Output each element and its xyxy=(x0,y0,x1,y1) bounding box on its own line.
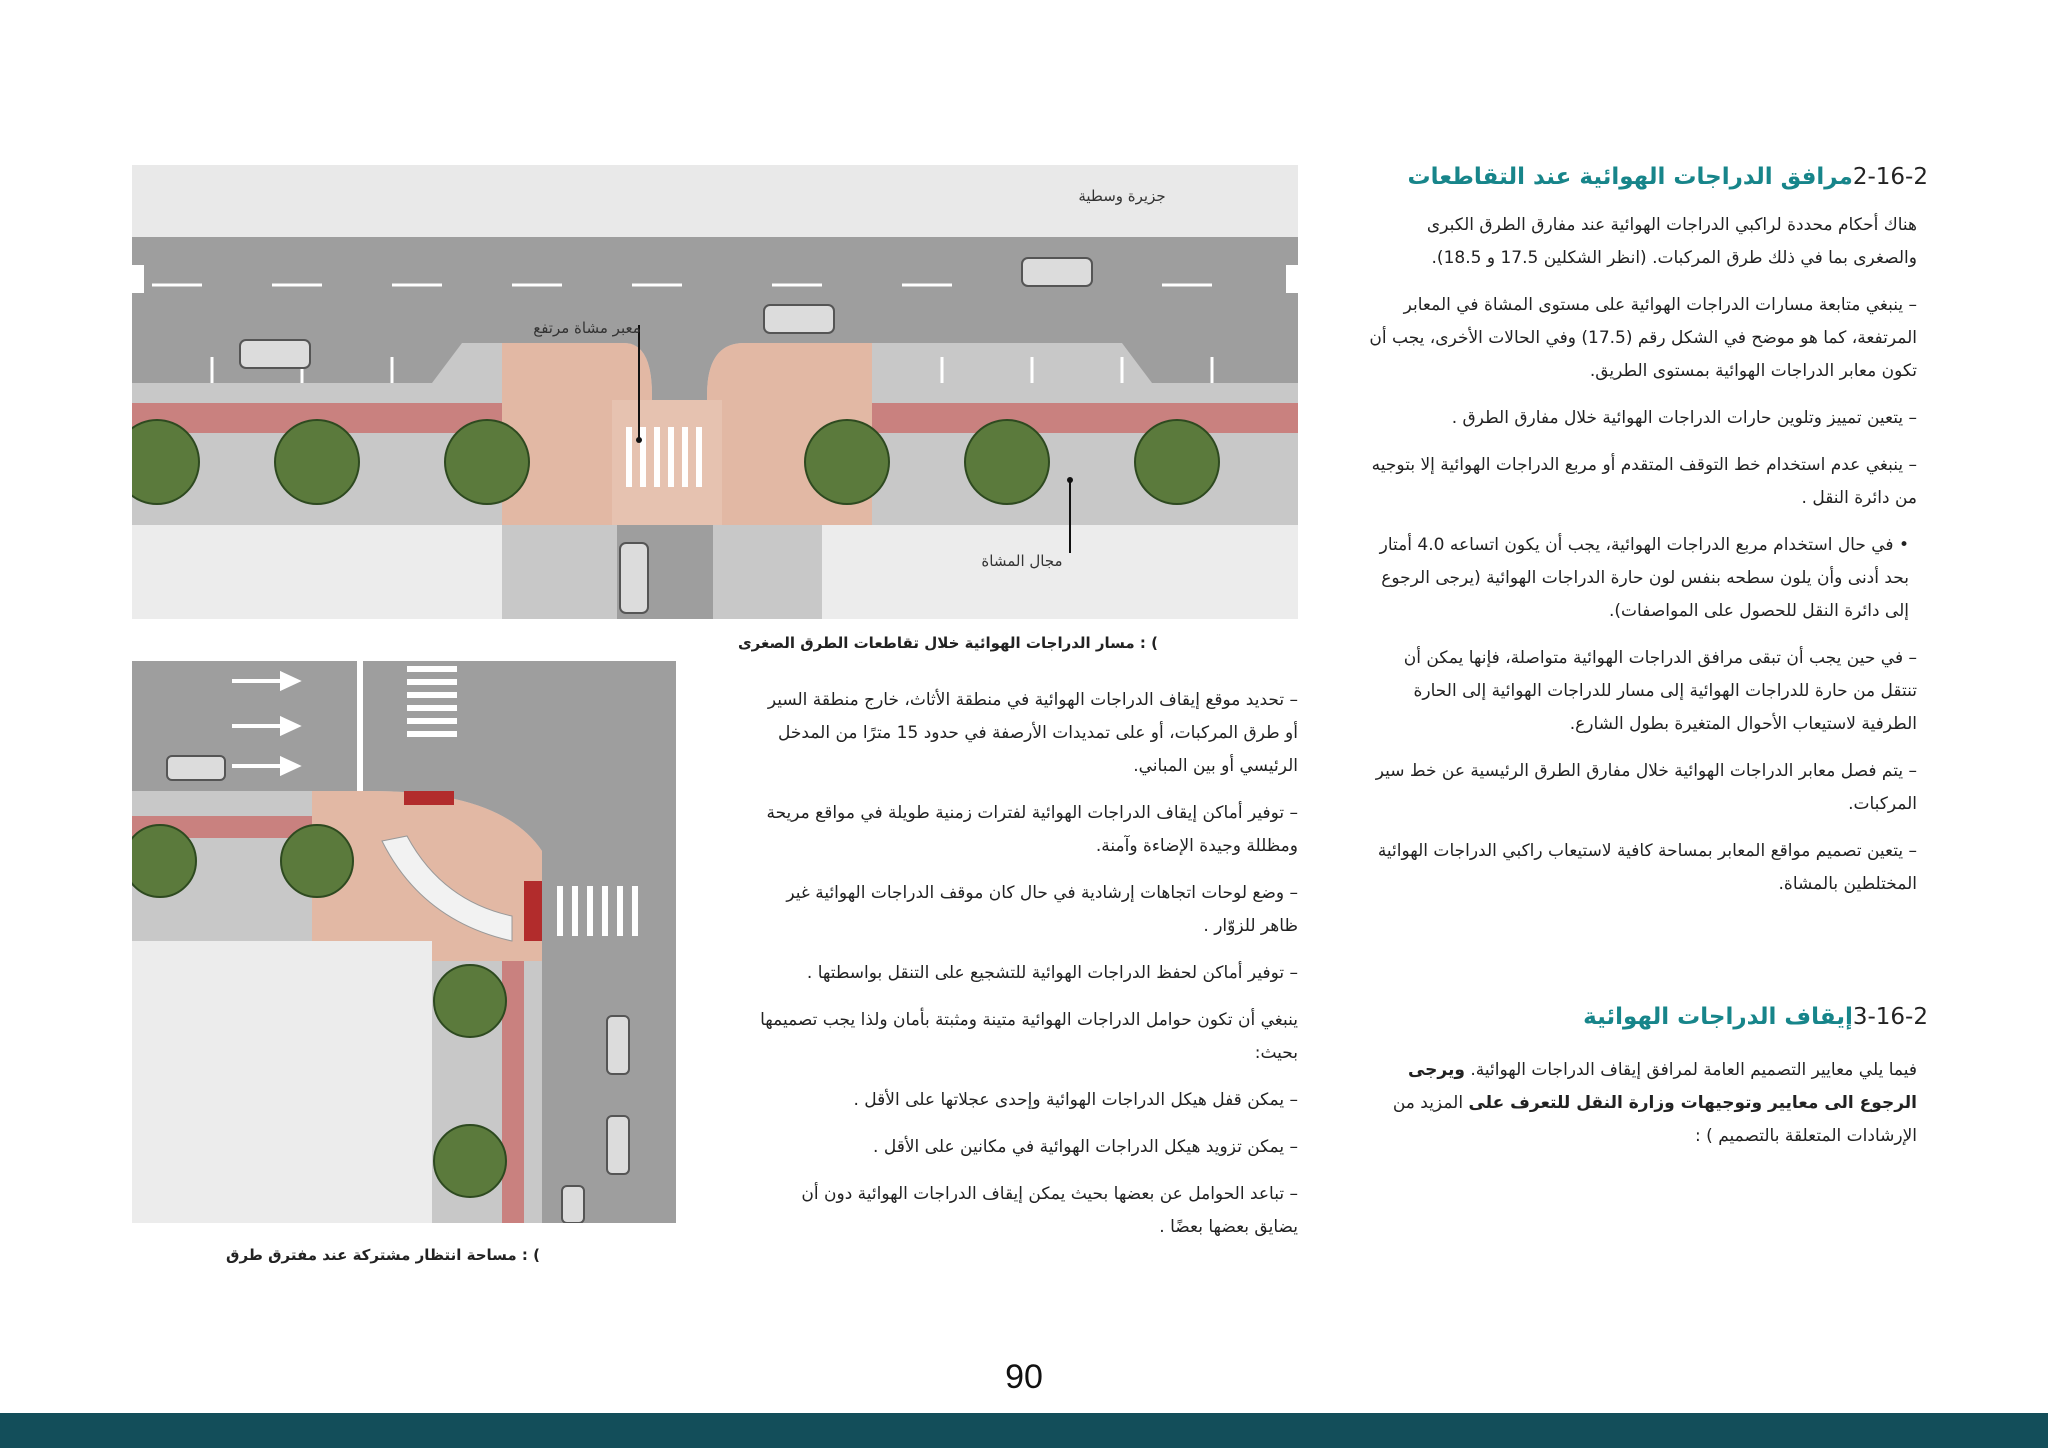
section-number: 2-16-2 xyxy=(1852,164,1928,190)
list-item: – توفير أماكن إيقاف الدراجات الهوائية لفترات زمنية طويلة في مواقع مريحة ومظللة وجيدة الإضاءة وآمنة. xyxy=(766,803,1298,856)
label-median: جزيرة وسطية xyxy=(1078,187,1166,205)
list-item: – ينبغي عدم استخدام خط التوقف المتقدم أو مربع الدراجات الهوائية إلا بتوجيه من دائرة النقل . xyxy=(1371,455,1917,508)
list-item: – يمكن قفل هيكل الدراجات الهوائية وإحدى عجلاتها على الأقل . xyxy=(853,1090,1298,1110)
figure-shared-waiting-area xyxy=(132,661,676,1223)
section-2-16-2-body xyxy=(1365,209,1917,915)
figure-caption: ) : مساحة انتظار مشتركة عند مفترق طرق xyxy=(226,1246,540,1264)
section-heading-2-16-2 xyxy=(1380,164,1928,190)
list-item: • في حال استخدام مربع الدراجات الهوائية، يجب أن يكون اتساعه 4.0 أمتار بحد أدنى وأن يلون سطحه بنفس لون حارة الدراجات الهوائية (يرجى الرجوع إلى دائرة النقل للحصول على المواصفات). xyxy=(1379,535,1909,621)
section-intro: هناك أحكام محددة لراكبي الدراجات الهوائية عند مفارق الطرق الكبرى والصغرى بما في ذلك طرق المركبات. (انظر الشكلين 17.5 و 18.5). xyxy=(1426,215,1917,268)
list-item: – في حين يجب أن تبقى مرافق الدراجات الهوائية متواصلة، فإنها يمكن أن تنتقل من حارة للدراجات الهوائية إلى مسار للدراجات الهوائية إلى الحارة الطرفية لاستيعاب الأحوال المتغيرة بطول الشارع. xyxy=(1403,648,1917,734)
section-title: مرافق الدراجات الهوائية عند التقاطعات xyxy=(1407,164,1853,190)
label-raised-crossing: معبر مشاة مرتفع xyxy=(533,319,641,337)
section-intro: فيما يلي معايير التصميم العامة لمرافق إيقاف الدراجات الهوائية. xyxy=(1470,1060,1917,1080)
list-item: – يتم فصل معابر الدراجات الهوائية خلال مفارق الطرق الرئيسية عن خط سير المركبات. xyxy=(1375,761,1917,814)
list-item: – يتعين تصميم مواقع المعابر بمساحة كافية لاستيعاب راكبي الدراجات الهوائية المختلطين بالمشاة. xyxy=(1377,841,1917,894)
section-title: إيقاف الدراجات الهوائية xyxy=(1583,1004,1853,1030)
list-item: – تحديد موقع إيقاف الدراجات الهوائية في منطقة الأثاث، خارج منطقة السير أو طرق المركبات، أو على تمديدات الأرصفة في حدود 15 مترًا من المدخل الرئيسي أو بين المباني. xyxy=(767,690,1298,776)
list-item: – يتعين تمييز وتلوين حارات الدراجات الهوائية خلال مفارق الطرق . xyxy=(1451,408,1917,428)
section-3-16-2-body xyxy=(1365,1054,1917,1153)
footer-band xyxy=(0,1413,2048,1448)
figure-caption: ) : مسار الدراجات الهوائية خلال تقاطعات الطرق الصغرى xyxy=(737,634,1158,652)
junction-plan-diagram xyxy=(132,661,676,1223)
list-item: – يمكن تزويد هيكل الدراجات الهوائية في مكانين على الأقل . xyxy=(873,1137,1298,1157)
section-heading-3-16-2 xyxy=(1500,1004,1928,1030)
label-pedestrian-realm: مجال المشاة xyxy=(981,552,1063,570)
section-intro-bold: ويرجى الرجوع الى معايير وتوجيهات وزارة النقل للتعرف على xyxy=(1407,1060,1917,1113)
list-item: – توفير أماكن لحفظ الدراجات الهوائية للتشجيع على التنقل بواسطتها . xyxy=(806,963,1298,983)
bike-parking-criteria xyxy=(760,684,1298,1258)
list-item: – ينبغي متابعة مسارات الدراجات الهوائية على مستوى المشاة في المعابر المرتفعة، كما هو موضح في الشكل رقم (17.5) وفي الحالات الأخرى، يجب أن تكون معابر الدراجات الهوائية بمستوى الطريق. xyxy=(1369,295,1917,381)
section-number: 3-16-2 xyxy=(1852,1004,1928,1030)
list-item: – تباعد الحوامل عن بعضها بحيث يمكن إيقاف الدراجات الهوائية دون أن يضايق بعضها بعضًا . xyxy=(801,1184,1298,1237)
list-item: – وضع لوحات اتجاهات إرشادية في حال كان موقف الدراجات الهوائية غير ظاهر للزوّار . xyxy=(786,883,1298,936)
figure-minor-intersection xyxy=(132,165,1298,619)
intersection-plan-diagram xyxy=(132,165,1298,619)
list-item: ينبغي أن تكون حوامل الدراجات الهوائية متينة ومثبتة بأمان ولذا يجب تصميمها بحيث: xyxy=(760,1010,1298,1063)
section-intro-tail: المزيد من الإرشادات المتعلقة بالتصميم ) : xyxy=(1392,1093,1917,1146)
page-number: 90 xyxy=(1005,1358,1043,1396)
